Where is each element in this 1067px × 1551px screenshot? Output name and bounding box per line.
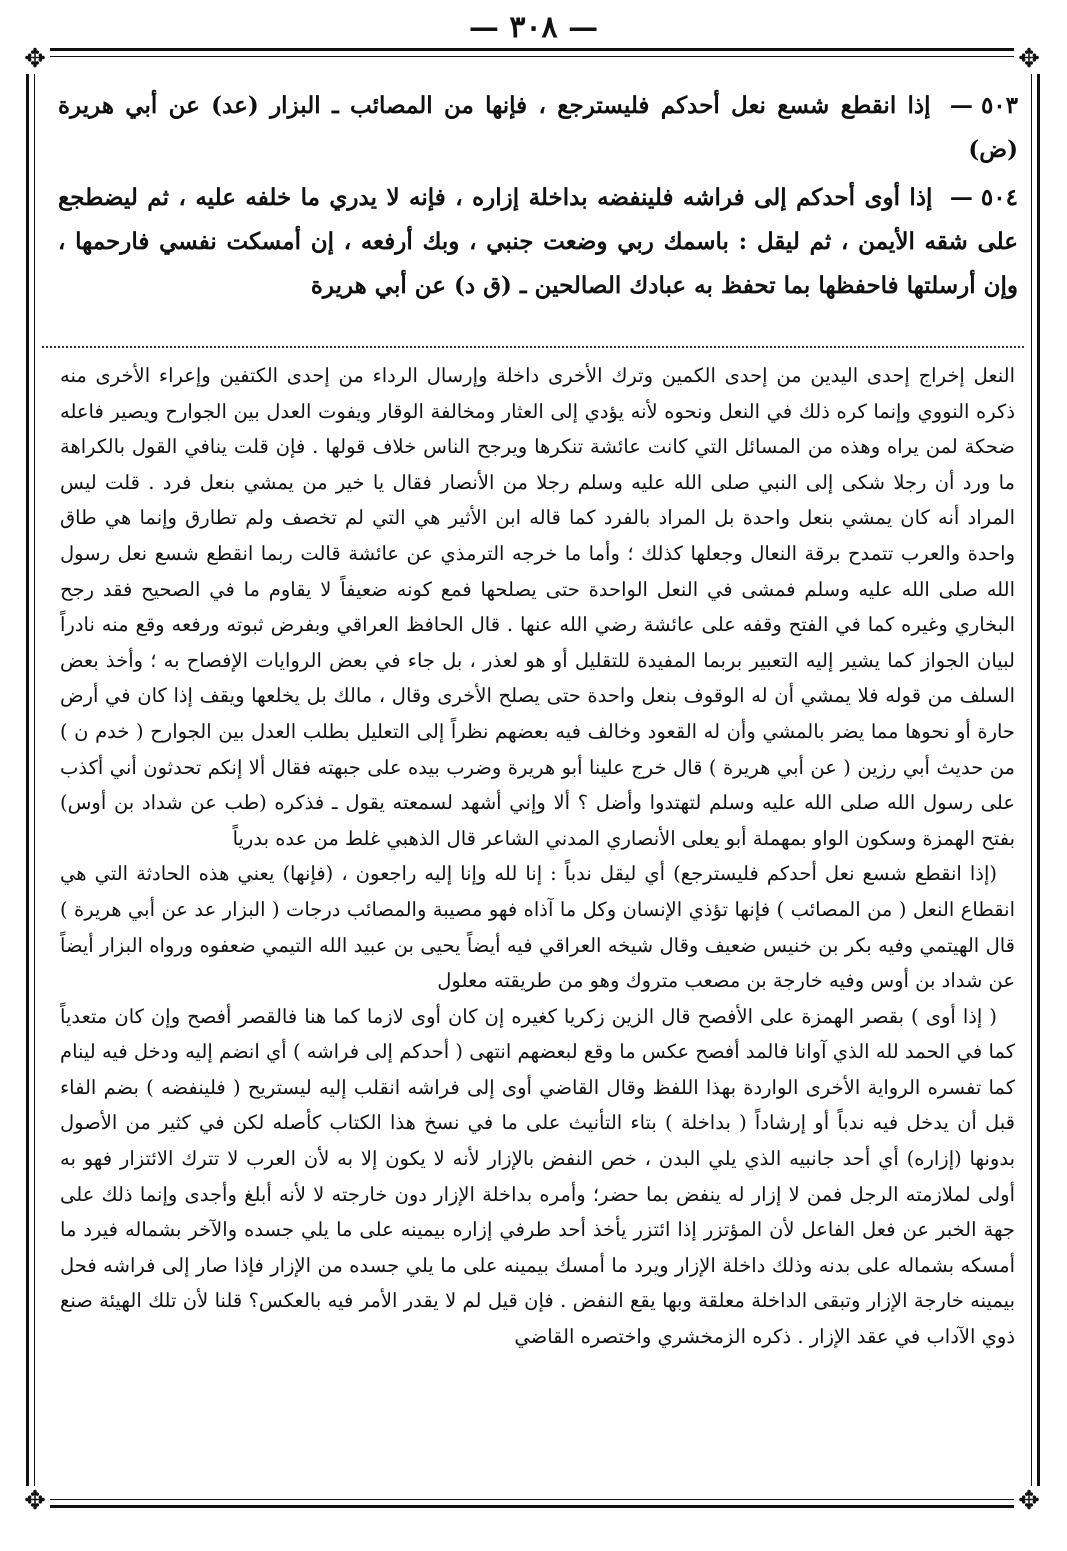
hadith-section	[58, 84, 1018, 312]
ornament-cross-icon: ✥	[1014, 1486, 1044, 1516]
hadith-number: ٥٠٣ —	[949, 92, 1018, 119]
commentary-paragraph: ( إذا أوى ) بقصر الهمزة على الأفصح قال الزين زكريا كغيره إن كان أوى لازما كما هنا فالقصر أفصح وإن كان متعدياً كما في الحمد لله الذي آوانا فالمد أفصح عكس ما وقع لبعضهم انتهى ( أحدكم إلى فراشه ) أي انضم إليه ودخل فيه لينام كما تفسره الرواية الأخرى الواردة بهذا اللفظ وقال القاضي أوى إلى فراشه انقلب إليه ليستريح ( فلينفضه ) بضم الفاء قبل أن يدخل فيه ندباً أو إرشاداً ( بداخلة ) بتاء التأنيث على ما في نسخ هذا الكتاب كأصله لكن في كثير من الأصول بدونها (إزاره) أي أحد جانبيه الذي يلي البدن ، خص النفض بالإزار لأنه لا يكون إلا به لأن العرب لا تترك الائتزار فهو به أولى لملازمته الرجل فمن لا إزار له ينفض بما حضر؛ وأمره بداخلة الإزار دون خارجته لا لأنه أبلغ وأجدى وإنما ذلك على جهة الخبر عن فعل الفاعل لأن المؤتزر إذا ائتزر يأخذ أحد طرفي إزاره بيمينه على ما يلي جسده والآخر بشماله فيرد ما أمسكه بشماله على بدنه وذلك داخلة الإزار ويرد ما أمسك بيمينه على ما يلي جسده من الإزار فإذا صار إلى فراشه فحل بيمينه خارجة الإزار وتبقى الداخلة معلقة وبها يقع النفض . فإن قيل لم لا يقدر الأمر فيه بالعكس؟ قلنا لأن تلك الهيئة صنع ذوي الآداب في عقد الإزار . ذكره الزمخشري واختصره القاضي	[60, 1004, 1015, 1349]
ornament-cross-icon: ✥	[1014, 44, 1044, 74]
page-number: — ٣٠٨ —	[468, 10, 599, 45]
commentary-section	[60, 358, 1015, 1478]
hadith-text: إذا انقطع شسع نعل أحدكم فليسترجع ، فإنها من المصائب ـ البزار (عد) عن أبي هريرة (ض)	[58, 92, 1018, 163]
hadith-number: ٥٠٤ —	[949, 184, 1018, 211]
ornament-cross-icon: ✥	[20, 44, 50, 74]
hadith-entry	[58, 176, 1018, 308]
commentary-paragraph: النعل إخراج إحدى اليدين من إحدى الكمين وترك الأخرى داخلة وإرسال الرداء من إحدى الكتفين وإعراء الأخرى منه ذكره النووي وإنما كره ذلك في النعل ونحوه لأنه يؤدي إلى العثار ومخالفة الوقار ويفوت العدل بين الجوارح ويصير فاعله ضحكة لمن يراه وهذه من المسائل التي كانت عائشة تنكرها ويرجح الناس خلاف قولها . فإن قلت ينافي القول بالكراهة ما ورد أن رجلا شكى إلى النبي صلى الله عليه وسلم رجلا من الأنصار فقال يا خير من يمشي بنعل فرد . قلت ليس المراد أنه كان يمشي بنعل واحدة بل المراد بالفرد كما قاله ابن الأثير هي التي لم تخصف ولم تطارق وإنما هي طاق واحدة والعرب تتمدح برقة النعال وجعلها كذلك ؛ وأما ما خرجه الترمذي عن عائشة قالت ربما انقطع شسع نعل رسول الله صلى الله عليه وسلم فمشى في النعل الواحدة حتى يصلحها فمع كونه ضعيفاً لا يقاوم ما في الصحيح فقد رجح البخاري وغيره كما في الفتح وقفه على عائشة رضي الله عنها . قال الحافظ العراقي وبفرض ثبوته ورفعه وقع منه نادراً لبيان الجواز كما يشير إليه التعبير بربما المفيدة للتقليل أو هو لعذر ، بل جاء في بعض الروايات الإفصاح به ؛ وأخذ بعض السلف من قوله فلا يمشي أن له الوقوف بنعل واحدة حتى يصلح الأخرى وقال ، مالك بل يخلعها ويقف إذا كان في أرض حارة أو نحوها مما يضر بالمشي وأن له القعود وخالف فيه بعضهم نظراً إلى التعليل بطلب العدل بين الجوارح ( خدم ن ) من حديث أبي رزين ( عن أبي هريرة ) قال خرج علينا أبو هريرة وضرب بيده على جبهته فقال ألا إنكم تحدثون أني أكذب على رسول الله صلى الله عليه وسلم لتهتدوا وأضل ؟ ألا وإني أشهد لسمعته يقول ـ فذكره (طب عن شداد بن أوس) بفتح الهمزة وسكون الواو بمهملة أبو يعلى الأنصاري المدني الشاعر قال الذهبي غلط من عده بدرياً	[60, 364, 1015, 850]
hadith-entry	[58, 84, 1018, 172]
ornament-cross-icon: ✥	[20, 1486, 50, 1516]
dotted-divider	[42, 346, 1024, 348]
commentary-paragraph: (إذا انقطع شسع نعل أحدكم فليسترجع) أي ليقل ندباً : إنا لله وإنا إليه راجعون ، (فإنها) يعني هذه الحادثة التي هي انقطاع النعل ( من المصائب ) فإنها تؤذي الإنسان وكل ما آذاه فهو مصيبة والمصائب درجات ( البزار عد عن أبي هريرة ) قال الهيتمي وفيه بكر بن خنيس ضعيف وقال شيخه العراقي فيه أيضاً يحيى بن عبيد الله التيمي ضعفوه ورواه البزار أيضاً عن شداد بن أوس وفيه خارجة بن مصعب متروك وهو من طريقته معلول	[60, 862, 1015, 993]
hadith-text: إذا أوى أحدكم إلى فراشه فلينفضه بداخلة إزاره ، فإنه لا يدري ما خلفه عليه ، ثم ليضطجع على شقه الأيمن ، ثم ليقل : باسمك ربي وضعت جنبي ، وبك أرفعه ، إن أمسكت نفسي فارحمها ، وإن أرسلتها فاحفظها بما تحفظ به عبادك الصالحين ـ (ق د) عن أبي هريرة	[58, 184, 1018, 299]
